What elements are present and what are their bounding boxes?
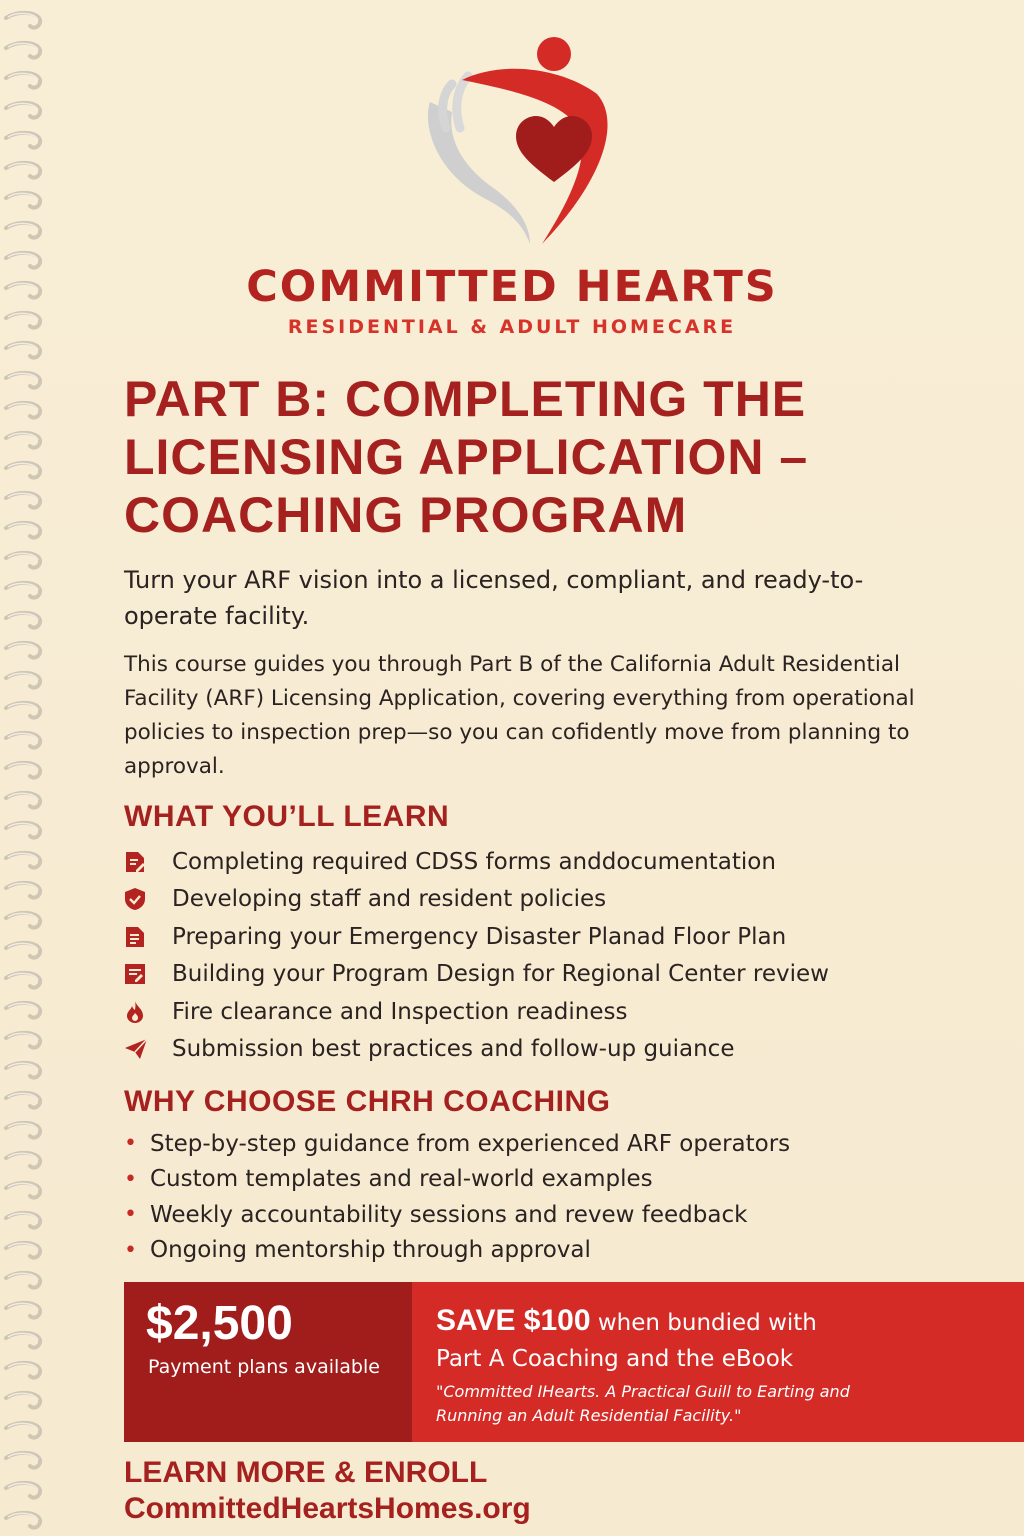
- spiral-ring: [4, 1480, 44, 1502]
- spiral-ring: [4, 610, 44, 632]
- spiral-ring: [4, 310, 44, 332]
- spiral-ring: [4, 580, 44, 602]
- bullet: •: [124, 1131, 137, 1157]
- why-list: [124, 1126, 964, 1268]
- title-line-3: COACHING PROGRAM: [124, 487, 688, 543]
- spiral-ring: [4, 1240, 44, 1262]
- bullet: •: [124, 1237, 137, 1263]
- spiral-ring: [4, 430, 44, 452]
- why-heading: WHY CHOOSE CHRH COACHING: [124, 1085, 611, 1118]
- learn-list: [124, 843, 964, 1068]
- document-icon: [124, 924, 156, 950]
- spiral-ring: [4, 670, 44, 692]
- spiral-ring: [4, 400, 44, 422]
- spiral-ring: [4, 1330, 44, 1352]
- spiral-ring: [4, 790, 44, 812]
- bullet: •: [124, 1166, 137, 1192]
- page-title: [124, 370, 944, 544]
- spiral-ring: [4, 100, 44, 122]
- spiral-ring: [4, 1300, 44, 1322]
- spiral-ring: [4, 1360, 44, 1382]
- spiral-ring: [4, 1120, 44, 1142]
- notebook-icon: [124, 961, 156, 987]
- spiral-ring: [4, 250, 44, 272]
- save-line: [436, 1304, 817, 1338]
- document-pen-icon: [124, 849, 156, 875]
- spiral-ring: [4, 40, 44, 62]
- flame-icon: [124, 999, 156, 1025]
- spiral-ring: [4, 940, 44, 962]
- why-item: [124, 1162, 964, 1198]
- learn-item-text: Completing required CDSS forms anddocumentation: [172, 848, 776, 875]
- save-amount: SAVE $100: [436, 1304, 591, 1337]
- learn-item-text: Building your Program Design for Regional Center review: [172, 961, 829, 988]
- spiral-ring: [4, 1000, 44, 1022]
- bundle-offer-panel: [412, 1282, 1024, 1442]
- spiral-ring: [4, 160, 44, 182]
- paper-plane-icon: [124, 1036, 156, 1062]
- price-panel: [124, 1282, 412, 1442]
- brand-name: COMMITTED HEARTS: [246, 262, 778, 312]
- spiral-ring: [4, 1090, 44, 1112]
- why-item-text: Ongoing mentorship through approval: [150, 1237, 591, 1264]
- spiral-ring: [4, 1060, 44, 1082]
- spiral-ring: [4, 370, 44, 392]
- learn-item-text: Fire clearance and Inspection readiness: [172, 998, 628, 1025]
- why-item-text: Weekly accountability sessions and revew feedback: [150, 1201, 748, 1228]
- why-item-text: Custom templates and real-world examples: [150, 1166, 653, 1193]
- spiral-ring: [4, 1390, 44, 1412]
- why-item-text: Step-by-step guidance from experienced ARF operators: [150, 1130, 791, 1157]
- price-amount: $2,500: [146, 1297, 293, 1350]
- spiral-ring: [4, 10, 44, 32]
- learn-item-text: Preparing your Emergency Disaster Planad Floor Plan: [172, 923, 787, 950]
- spiral-ring: [4, 1030, 44, 1052]
- why-item: [124, 1126, 964, 1162]
- spiral-ring: [4, 970, 44, 992]
- why-item: [124, 1233, 964, 1269]
- spiral-ring: [4, 910, 44, 932]
- spiral-ring: [4, 550, 44, 572]
- spiral-ring: [4, 490, 44, 512]
- website-link[interactable]: CommittedHeartsHomes.org: [124, 1492, 531, 1525]
- spiral-ring: [4, 220, 44, 242]
- learn-item: [124, 1031, 964, 1069]
- spiral-ring: [4, 520, 44, 542]
- spiral-ring: [4, 700, 44, 722]
- save-rest: when bundied with: [590, 1310, 817, 1336]
- brand-tagline: RESIDENTIAL & ADULT HOMECARE: [287, 316, 737, 338]
- cta-heading: LEARN MORE & ENROLL: [124, 1456, 488, 1489]
- spiral-ring: [4, 850, 44, 872]
- learn-heading: WHAT YOU’LL LEARN: [124, 800, 450, 833]
- course-description: This course guides you through Part B of the California Adult Residential Facility (ARF) Licensing Application, covering everything from operational policies to inspection prep—so you can cofidently move from planning to approval.: [124, 652, 915, 779]
- spiral-ring: [4, 1180, 44, 1202]
- learn-item-text: Submission best practices and follow-up guiance: [172, 1036, 735, 1063]
- spiral-ring: [4, 1450, 44, 1472]
- title-line-2: LICENSING APPLICATION –: [124, 429, 809, 485]
- learn-item: [124, 993, 964, 1031]
- learn-item: [124, 918, 964, 956]
- pricing-band: [124, 1282, 1024, 1442]
- spiral-ring: [4, 460, 44, 482]
- committed-hearts-logo: [412, 32, 622, 247]
- lead-text: Turn your ARF vision into a licensed, compliant, and ready-to-operate facility.: [124, 566, 864, 630]
- spiral-ring: [4, 880, 44, 902]
- spiral-ring: [4, 1150, 44, 1172]
- spiral-ring: [4, 730, 44, 752]
- spiral-ring: [4, 70, 44, 92]
- spiral-binding: [0, 0, 56, 1536]
- learn-item-text: Developing staff and resident policies: [172, 886, 607, 913]
- spiral-ring: [4, 1270, 44, 1292]
- learn-item: [124, 843, 964, 881]
- title-line-1: PART B: COMPLETING THE: [124, 371, 807, 427]
- bullet: •: [124, 1202, 137, 1228]
- spiral-ring: [4, 820, 44, 842]
- spiral-ring: [4, 1420, 44, 1442]
- learn-item: [124, 881, 964, 919]
- bundle-description: Part A Coaching and the eBook: [436, 1346, 794, 1372]
- spiral-ring: [4, 280, 44, 302]
- spiral-ring: [4, 640, 44, 662]
- payment-plans-note: Payment plans available: [148, 1356, 380, 1378]
- spiral-ring: [4, 340, 44, 362]
- learn-item: [124, 956, 964, 994]
- why-item: [124, 1197, 964, 1233]
- shield-check-icon: [124, 886, 156, 912]
- spiral-ring: [4, 190, 44, 212]
- spiral-ring: [4, 1210, 44, 1232]
- spiral-ring: [4, 760, 44, 782]
- spiral-ring: [4, 1510, 44, 1532]
- ebook-title-quote: "Committed IHearts. A Practical Guill to Earting and Running an Adult Residential Facility.": [436, 1382, 850, 1425]
- spiral-ring: [4, 130, 44, 152]
